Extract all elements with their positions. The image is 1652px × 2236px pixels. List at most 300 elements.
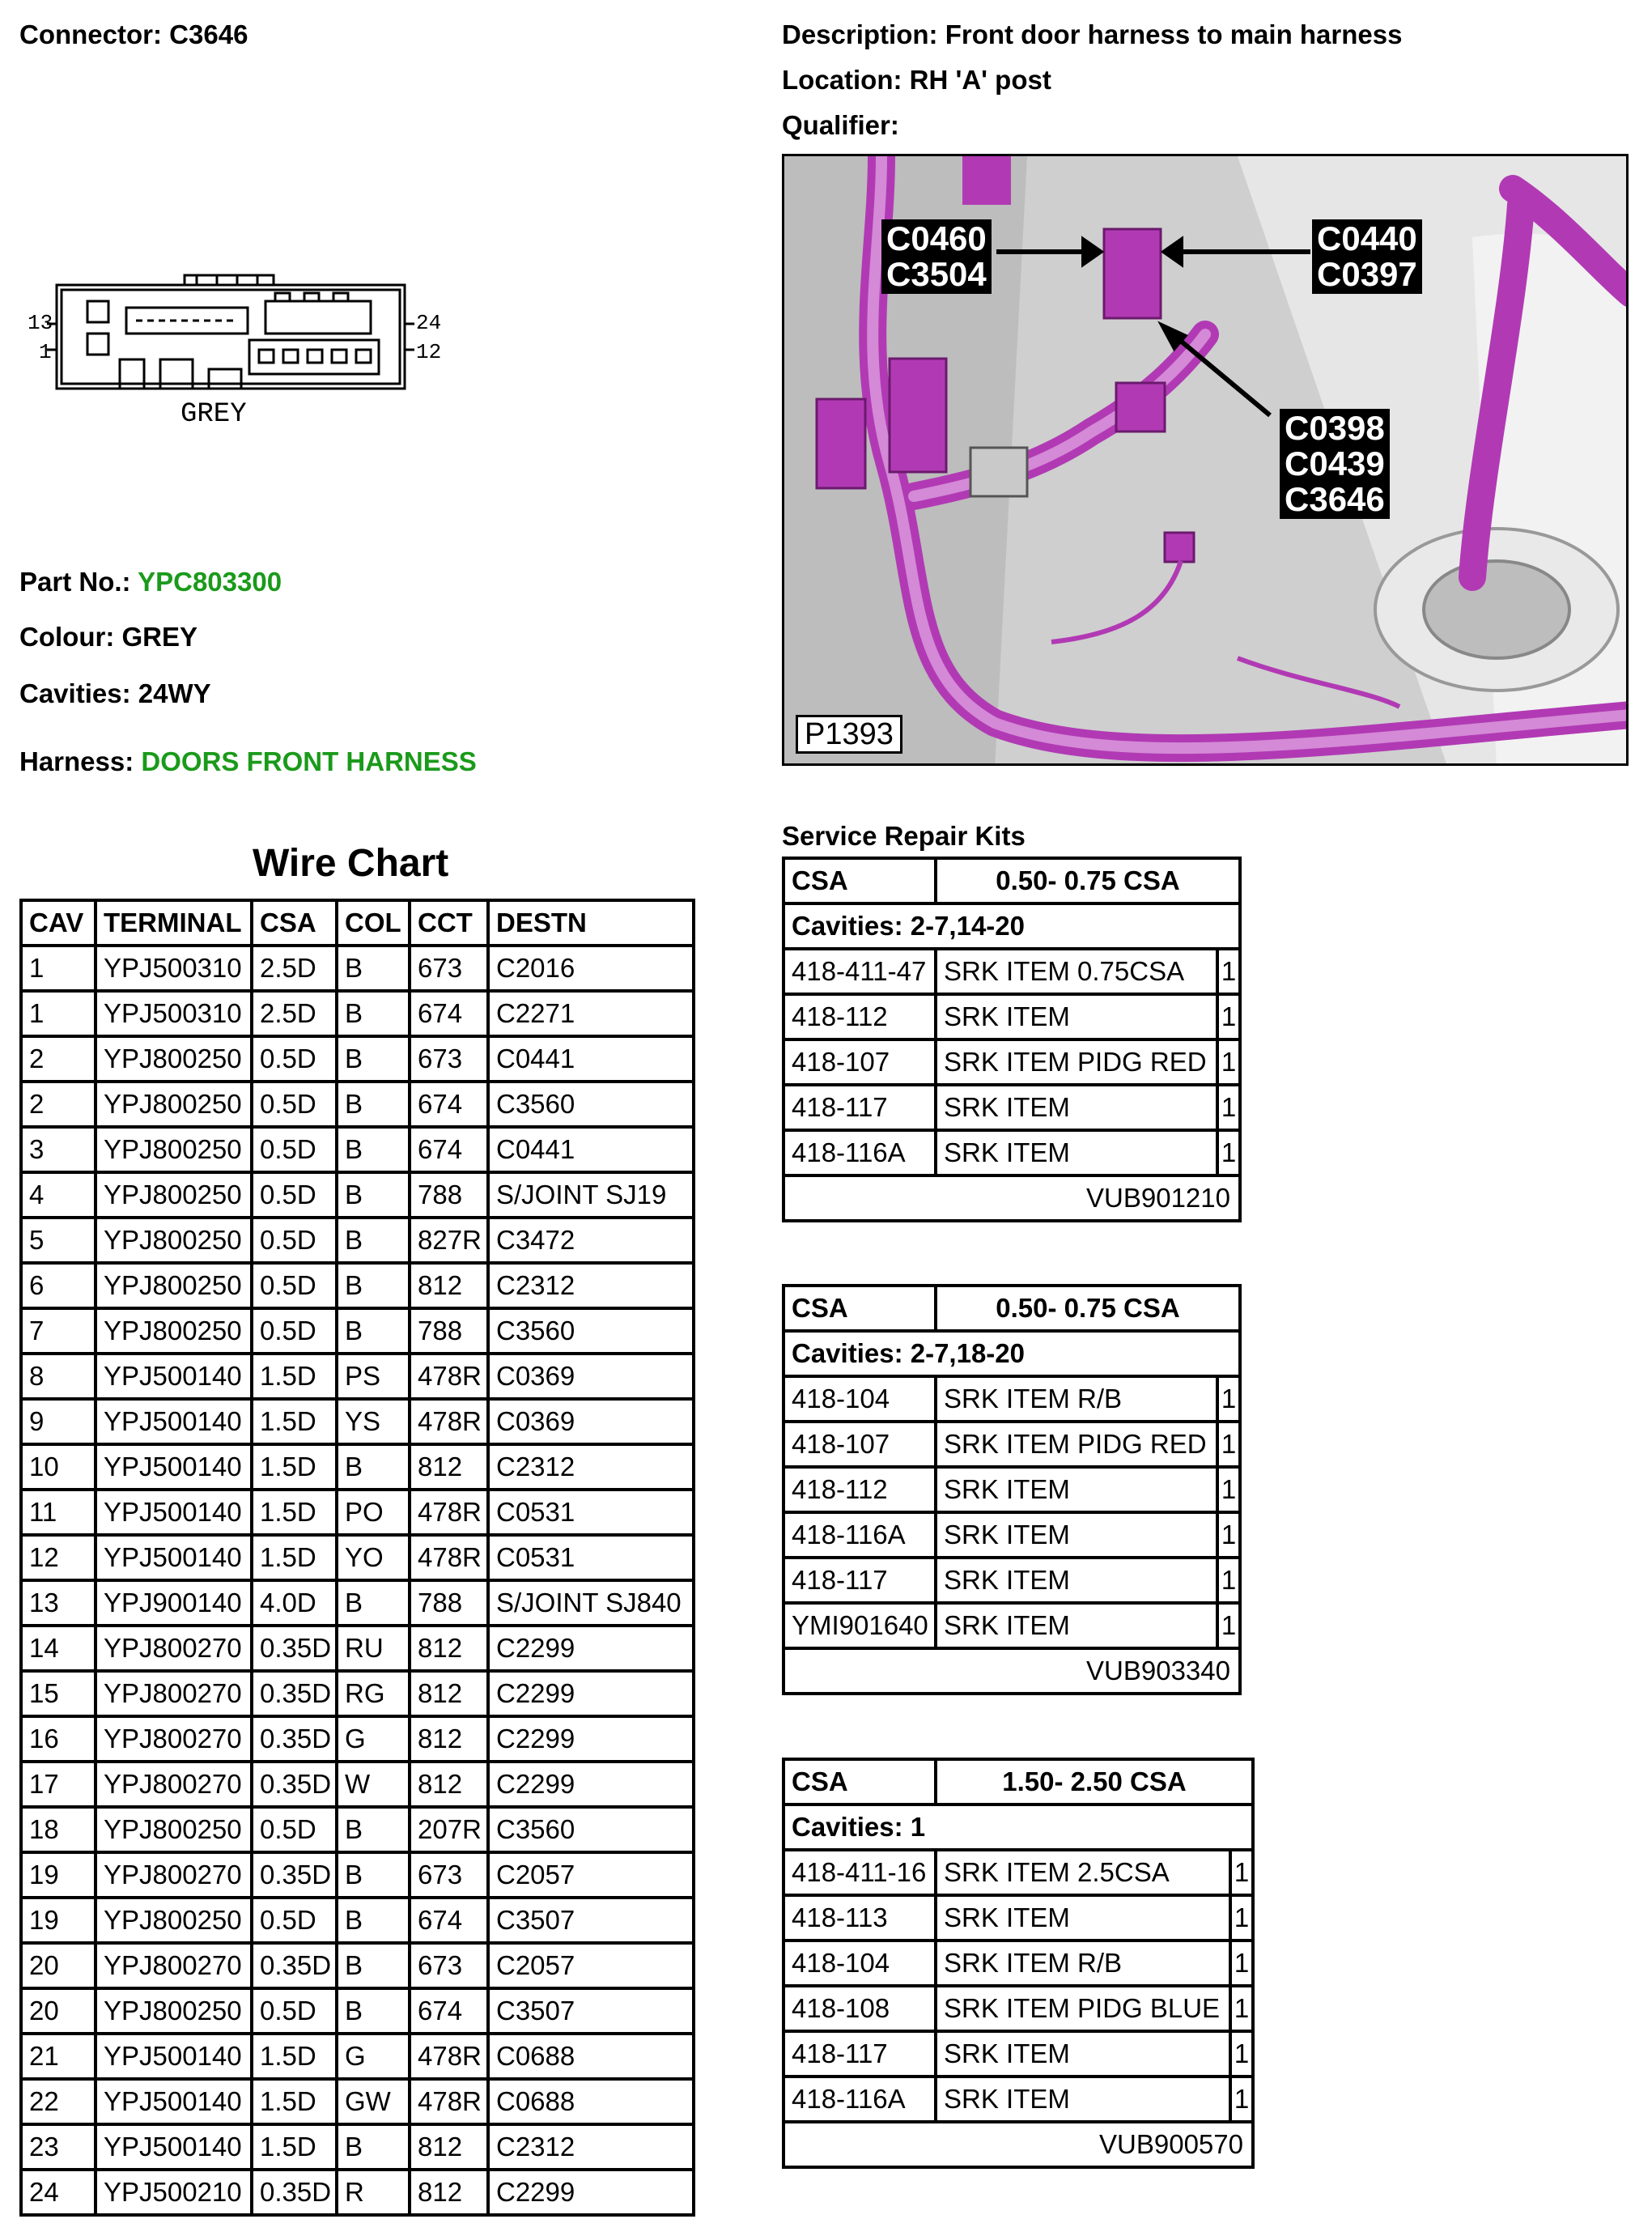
kit-item-row (784, 1085, 1240, 1130)
cell-csa: 0.5D (252, 1218, 337, 1263)
cell-terminal: YPJ500140 (96, 1490, 252, 1535)
kit-item-part: YMI901640 (784, 1603, 936, 1648)
kit-item-desc: SRK ITEM 2.5CSA (936, 1850, 1230, 1895)
repair-kit-table (782, 1758, 1255, 2169)
pin-label-13: 13 (28, 311, 53, 335)
cell-csa: 0.35D (252, 1626, 337, 1671)
kit-item-part: 418-108 (784, 1986, 936, 2031)
cell-col: B (337, 1263, 410, 1308)
kit-item-desc: SRK ITEM PIDG BLUE (936, 1986, 1230, 2031)
table-row (21, 1082, 694, 1127)
kit-header-row (784, 1759, 1253, 1805)
callout-c0440-c0397 (1312, 219, 1422, 294)
cell-terminal: YPJ800250 (96, 1127, 252, 1172)
table-row (21, 1354, 694, 1399)
kit-item-qty: 1 (1217, 1512, 1240, 1558)
cell-csa: 1.5D (252, 2124, 337, 2170)
kit-cavities-row (784, 1331, 1240, 1376)
kit-cavities: Cavities: 2-7,18-20 (784, 1331, 1240, 1376)
table-row (21, 1308, 694, 1354)
cell-col: B (337, 991, 410, 1036)
cell-destn: C3560 (488, 1807, 694, 1852)
cell-csa: 4.0D (252, 1580, 337, 1626)
cell-terminal: YPJ800270 (96, 1716, 252, 1762)
kit-item-row (784, 1986, 1253, 2031)
cell-col: B (337, 1898, 410, 1943)
cell-csa: 1.5D (252, 1354, 337, 1399)
cell-cav: 8 (21, 1354, 96, 1399)
cell-cav: 24 (21, 2170, 96, 2215)
cell-csa: 0.35D (252, 1852, 337, 1898)
cell-col: GW (337, 2079, 410, 2124)
cell-cav: 18 (21, 1807, 96, 1852)
callout-text: C3504 (886, 255, 987, 293)
callout-text: C3646 (1285, 480, 1385, 518)
cell-destn: C3560 (488, 1308, 694, 1354)
kit-item-qty: 1 (1230, 1850, 1253, 1895)
cell-terminal: YPJ500140 (96, 1535, 252, 1580)
cell-col: G (337, 1716, 410, 1762)
kit-csa-range: 0.50- 0.75 CSA (936, 1286, 1240, 1331)
table-row (21, 1399, 694, 1444)
kit-item-desc: SRK ITEM (936, 994, 1217, 1039)
cell-destn: C3472 (488, 1218, 694, 1263)
table-row (21, 1490, 694, 1535)
kit-item-qty: 1 (1230, 2077, 1253, 2122)
cell-destn: C2312 (488, 1444, 694, 1490)
colour-line (19, 623, 197, 650)
kit-item-part: 418-117 (784, 1558, 936, 1603)
cell-cct: 674 (410, 1082, 488, 1127)
cell-col: B (337, 1852, 410, 1898)
cell-col: B (337, 1036, 410, 1082)
repair-kit-table (782, 1284, 1242, 1695)
cell-col: RG (337, 1671, 410, 1716)
kit-footer-row (784, 1648, 1240, 1694)
cell-col: B (337, 1172, 410, 1218)
kit-item-part: 418-107 (784, 1039, 936, 1085)
col-cct-header: CCT (410, 900, 488, 946)
kit-item-desc: SRK ITEM (936, 2077, 1230, 2122)
kit-footer-row (784, 2122, 1253, 2167)
cell-destn: C2299 (488, 2170, 694, 2215)
kit-item-qty: 1 (1217, 1603, 1240, 1648)
kit-item-qty: 1 (1217, 994, 1240, 1039)
cell-col: B (337, 1444, 410, 1490)
cell-csa: 0.35D (252, 2170, 337, 2215)
kit-item-desc: SRK ITEM (936, 1895, 1230, 1941)
cell-terminal: YPJ800250 (96, 1898, 252, 1943)
cell-cct: 478R (410, 2034, 488, 2079)
cell-csa: 1.5D (252, 1490, 337, 1535)
kit-item-row (784, 1558, 1240, 1603)
wire-chart-table (19, 899, 695, 2217)
pin-label-1: 1 (39, 340, 52, 364)
table-row (21, 1716, 694, 1762)
cell-cct: 673 (410, 946, 488, 991)
kit-csa-label: CSA (784, 858, 936, 903)
kit-item-part: 418-104 (784, 1376, 936, 1422)
cell-col: YO (337, 1535, 410, 1580)
cell-terminal: YPJ900140 (96, 1580, 252, 1626)
cell-cct: 812 (410, 1263, 488, 1308)
callout-text: C0440 (1317, 219, 1417, 257)
table-row (21, 1263, 694, 1308)
col-destn-header: DESTN (488, 900, 694, 946)
table-row (21, 1762, 694, 1807)
cell-terminal: YPJ500140 (96, 1399, 252, 1444)
kit-item-desc: SRK ITEM (936, 1130, 1217, 1175)
cell-csa: 0.5D (252, 1127, 337, 1172)
kit-csa-label: CSA (784, 1759, 936, 1805)
cell-cct: 478R (410, 1399, 488, 1444)
cell-csa: 0.5D (252, 1308, 337, 1354)
cell-destn: C2312 (488, 2124, 694, 2170)
cell-destn: C0369 (488, 1354, 694, 1399)
cell-destn: C0441 (488, 1127, 694, 1172)
kit-item-row (784, 1130, 1240, 1175)
kit-item-qty: 1 (1230, 2031, 1253, 2077)
kit-item-desc: SRK ITEM (936, 1085, 1217, 1130)
cell-cav: 4 (21, 1172, 96, 1218)
repair-kit-table (782, 857, 1242, 1222)
cell-cct: 788 (410, 1308, 488, 1354)
kit-item-qty: 1 (1230, 1986, 1253, 2031)
cell-destn: C3560 (488, 1082, 694, 1127)
cell-cct: 674 (410, 1127, 488, 1172)
table-row (21, 1807, 694, 1852)
cell-terminal: YPJ800270 (96, 1671, 252, 1716)
kit-item-row (784, 1512, 1240, 1558)
table-row (21, 1988, 694, 2034)
cell-destn: C3507 (488, 1988, 694, 2034)
cell-terminal: YPJ500140 (96, 1444, 252, 1490)
cell-cct: 478R (410, 2079, 488, 2124)
kit-item-qty: 1 (1217, 1039, 1240, 1085)
qualifier-label: Qualifier: (782, 110, 899, 140)
cell-csa: 0.35D (252, 1943, 337, 1988)
cell-col: B (337, 2124, 410, 2170)
kit-item-qty: 1 (1217, 1376, 1240, 1422)
kit-item-row (784, 1376, 1240, 1422)
kit-item-part: 418-117 (784, 2031, 936, 2077)
cell-cav: 19 (21, 1898, 96, 1943)
cell-csa: 0.35D (252, 1671, 337, 1716)
cell-terminal: YPJ500140 (96, 2079, 252, 2124)
kit-item-qty: 1 (1217, 1467, 1240, 1512)
callout-text: C0460 (886, 219, 987, 257)
cell-terminal: YPJ800270 (96, 1943, 252, 1988)
cell-cct: 812 (410, 1671, 488, 1716)
cell-cct: 478R (410, 1354, 488, 1399)
cell-destn: C2312 (488, 1263, 694, 1308)
kit-item-qty: 1 (1217, 949, 1240, 994)
location-label: Location: (782, 65, 902, 95)
cell-csa: 0.5D (252, 1036, 337, 1082)
connector-label: Connector: (19, 19, 162, 49)
cell-cav: 6 (21, 1263, 96, 1308)
location-line (782, 66, 1051, 93)
cell-cav: 3 (21, 1127, 96, 1172)
kit-item-part: 418-116A (784, 1512, 936, 1558)
cell-col: YS (337, 1399, 410, 1444)
table-row (21, 2034, 694, 2079)
connector-line (19, 21, 248, 48)
kit-item-row (784, 1941, 1253, 1986)
kit-item-part: 418-116A (784, 1130, 936, 1175)
cell-terminal: YPJ800270 (96, 1852, 252, 1898)
cell-cct: 788 (410, 1580, 488, 1626)
kit-item-row (784, 1603, 1240, 1648)
table-row (21, 946, 694, 991)
cell-cav: 16 (21, 1716, 96, 1762)
kit-item-qty: 1 (1217, 1558, 1240, 1603)
cell-col: B (337, 1218, 410, 1263)
kit-item-part: 418-104 (784, 1941, 936, 1986)
kit-number-link[interactable]: VUB901210 (784, 1175, 1240, 1221)
cell-destn: C2299 (488, 1716, 694, 1762)
cell-col: PO (337, 1490, 410, 1535)
cell-col: B (337, 1988, 410, 2034)
kit-item-desc: SRK ITEM (936, 2031, 1230, 2077)
cell-cav: 5 (21, 1218, 96, 1263)
kit-footer-row (784, 1175, 1240, 1221)
kit-item-desc: SRK ITEM (936, 1603, 1217, 1648)
kit-item-part: 418-107 (784, 1422, 936, 1467)
part-no-label: Part No.: (19, 567, 131, 597)
cell-col: B (337, 1082, 410, 1127)
table-row (21, 1172, 694, 1218)
cell-cav: 2 (21, 1082, 96, 1127)
cell-cav: 10 (21, 1444, 96, 1490)
cell-destn: C2299 (488, 1626, 694, 1671)
wire-chart-header (21, 900, 694, 946)
cell-csa: 0.5D (252, 1172, 337, 1218)
col-terminal-header: TERMINAL (96, 900, 252, 946)
kit-header-row (784, 858, 1240, 903)
cell-terminal: YPJ800250 (96, 1807, 252, 1852)
cell-cav: 17 (21, 1762, 96, 1807)
kit-item-part: 418-411-16 (784, 1850, 936, 1895)
table-row (21, 2170, 694, 2215)
cell-csa: 1.5D (252, 1399, 337, 1444)
kit-csa-label: CSA (784, 1286, 936, 1331)
cell-col: RU (337, 1626, 410, 1671)
location-photo (782, 154, 1629, 766)
colour-value: GREY (121, 622, 198, 652)
cell-terminal: YPJ800250 (96, 1172, 252, 1218)
wire-chart-title: Wire Chart (253, 842, 449, 885)
description-label: Description: (782, 19, 938, 49)
cell-cct: 812 (410, 2124, 488, 2170)
cell-cav: 12 (21, 1535, 96, 1580)
kit-item-qty: 1 (1230, 1895, 1253, 1941)
kit-item-desc: SRK ITEM PIDG RED (936, 1422, 1217, 1467)
pin-label-12: 12 (416, 340, 442, 364)
cell-destn: S/JOINT SJ840 (488, 1580, 694, 1626)
cell-destn: C0531 (488, 1490, 694, 1535)
col-cav-header: CAV (21, 900, 96, 946)
kit-item-part: 418-117 (784, 1085, 936, 1130)
kit-item-row (784, 2077, 1253, 2122)
cell-cav: 14 (21, 1626, 96, 1671)
callout-c0398-c0439-c3646 (1280, 409, 1390, 519)
col-col-header: COL (337, 900, 410, 946)
table-row (21, 1580, 694, 1626)
cell-csa: 0.35D (252, 1716, 337, 1762)
cell-cav: 11 (21, 1490, 96, 1535)
cell-cav: 15 (21, 1671, 96, 1716)
table-row (21, 1444, 694, 1490)
cell-destn: C0369 (488, 1399, 694, 1444)
cell-cct: 788 (410, 1172, 488, 1218)
table-row (21, 2124, 694, 2170)
kit-cavities-row (784, 1805, 1253, 1850)
table-row (21, 1218, 694, 1263)
callout-text: C0398 (1285, 409, 1385, 447)
cavities-value: 24WY (138, 678, 211, 708)
cell-cct: 674 (410, 1988, 488, 2034)
cell-cct: 673 (410, 1943, 488, 1988)
cell-col: W (337, 1762, 410, 1807)
cell-cct: 673 (410, 1036, 488, 1082)
cell-col: B (337, 1308, 410, 1354)
part-no-line (19, 568, 282, 595)
cell-terminal: YPJ800250 (96, 1036, 252, 1082)
kit-item-part: 418-112 (784, 1467, 936, 1512)
kit-item-part: 418-411-47 (784, 949, 936, 994)
cell-csa: 2.5D (252, 991, 337, 1036)
cell-destn: C2057 (488, 1852, 694, 1898)
cell-terminal: YPJ500310 (96, 991, 252, 1036)
kit-csa-range: 1.50- 2.50 CSA (936, 1759, 1253, 1805)
kit-cavities-row (784, 903, 1240, 949)
col-csa-header: CSA (252, 900, 337, 946)
kit-item-qty: 1 (1217, 1085, 1240, 1130)
table-row (21, 1943, 694, 1988)
cell-terminal: YPJ500140 (96, 2124, 252, 2170)
cell-col: B (337, 1943, 410, 1988)
cell-cav: 21 (21, 2034, 96, 2079)
kit-item-desc: SRK ITEM PIDG RED (936, 1039, 1217, 1085)
cell-cav: 23 (21, 2124, 96, 2170)
cell-cav: 1 (21, 991, 96, 1036)
cell-terminal: YPJ800250 (96, 1263, 252, 1308)
cell-cav: 2 (21, 1036, 96, 1082)
cell-destn: C2299 (488, 1762, 694, 1807)
cavities-line (19, 680, 211, 707)
kit-item-qty: 1 (1217, 1422, 1240, 1467)
kit-header-row (784, 1286, 1240, 1331)
kit-item-row (784, 2031, 1253, 2077)
location-value: RH 'A' post (909, 65, 1051, 95)
cell-col: B (337, 1127, 410, 1172)
kit-item-desc: SRK ITEM 0.75CSA (936, 949, 1217, 994)
cell-cav: 20 (21, 1988, 96, 2034)
table-row (21, 1036, 694, 1082)
service-repair-kits-title: Service Repair Kits (782, 821, 1026, 851)
kit-item-row (784, 1422, 1240, 1467)
cell-cct: 674 (410, 991, 488, 1036)
cell-col: B (337, 946, 410, 991)
cell-cav: 22 (21, 2079, 96, 2124)
cell-terminal: YPJ800250 (96, 1218, 252, 1263)
part-no-link[interactable]: YPC803300 (138, 567, 282, 597)
cell-cav: 19 (21, 1852, 96, 1898)
kit-item-desc: SRK ITEM (936, 1512, 1217, 1558)
kit-item-row (784, 1895, 1253, 1941)
cell-cct: 812 (410, 1716, 488, 1762)
table-row (21, 991, 694, 1036)
cell-destn: C2016 (488, 946, 694, 991)
kit-item-row (784, 1850, 1253, 1895)
cell-destn: C2299 (488, 1671, 694, 1716)
cell-col: B (337, 1580, 410, 1626)
cell-terminal: YPJ500140 (96, 2034, 252, 2079)
table-row (21, 1898, 694, 1943)
cell-cct: 478R (410, 1490, 488, 1535)
cell-csa: 2.5D (252, 946, 337, 991)
cell-cct: 812 (410, 1762, 488, 1807)
cell-csa: 1.5D (252, 1535, 337, 1580)
cell-cct: 674 (410, 1898, 488, 1943)
table-row (21, 2079, 694, 2124)
table-row (21, 1626, 694, 1671)
cell-cav: 13 (21, 1580, 96, 1626)
cell-destn: C0688 (488, 2034, 694, 2079)
kit-item-row (784, 1467, 1240, 1512)
cell-destn: C0531 (488, 1535, 694, 1580)
kit-item-qty: 1 (1217, 1130, 1240, 1175)
harness-label: Harness: (19, 746, 134, 776)
colour-label: Colour: (19, 622, 115, 652)
cell-col: B (337, 1807, 410, 1852)
kit-item-row (784, 949, 1240, 994)
callout-text: C0397 (1317, 255, 1417, 293)
kit-number-link[interactable]: VUB900570 (784, 2122, 1253, 2167)
callout-c0460-c3504 (881, 219, 992, 294)
cell-csa: 0.5D (252, 1898, 337, 1943)
cell-csa: 1.5D (252, 2079, 337, 2124)
cell-destn: C3507 (488, 1898, 694, 1943)
table-row (21, 1535, 694, 1580)
cell-cct: 827R (410, 1218, 488, 1263)
cell-col: G (337, 2034, 410, 2079)
qualifier-line (782, 112, 899, 138)
kit-item-desc: SRK ITEM R/B (936, 1376, 1217, 1422)
cell-destn: C0688 (488, 2079, 694, 2124)
harness-link[interactable]: DOORS FRONT HARNESS (141, 746, 477, 776)
table-row (21, 1852, 694, 1898)
cell-csa: 1.5D (252, 1444, 337, 1490)
kit-number-link[interactable]: VUB903340 (784, 1648, 1240, 1694)
cell-terminal: YPJ800270 (96, 1626, 252, 1671)
cell-csa: 0.5D (252, 1263, 337, 1308)
cell-terminal: YPJ800250 (96, 1308, 252, 1354)
kit-item-desc: SRK ITEM (936, 1558, 1217, 1603)
cell-destn: C0441 (488, 1036, 694, 1082)
cell-terminal: YPJ800270 (96, 1762, 252, 1807)
cell-terminal: YPJ800250 (96, 1082, 252, 1127)
cell-cav: 1 (21, 946, 96, 991)
cell-csa: 0.35D (252, 1762, 337, 1807)
cell-terminal: YPJ500140 (96, 1354, 252, 1399)
table-row (21, 1671, 694, 1716)
photo-reference: P1393 (796, 715, 902, 754)
cell-csa: 0.5D (252, 1988, 337, 2034)
description-value: Front door harness to main harness (945, 19, 1403, 49)
kit-item-part: 418-116A (784, 2077, 936, 2122)
